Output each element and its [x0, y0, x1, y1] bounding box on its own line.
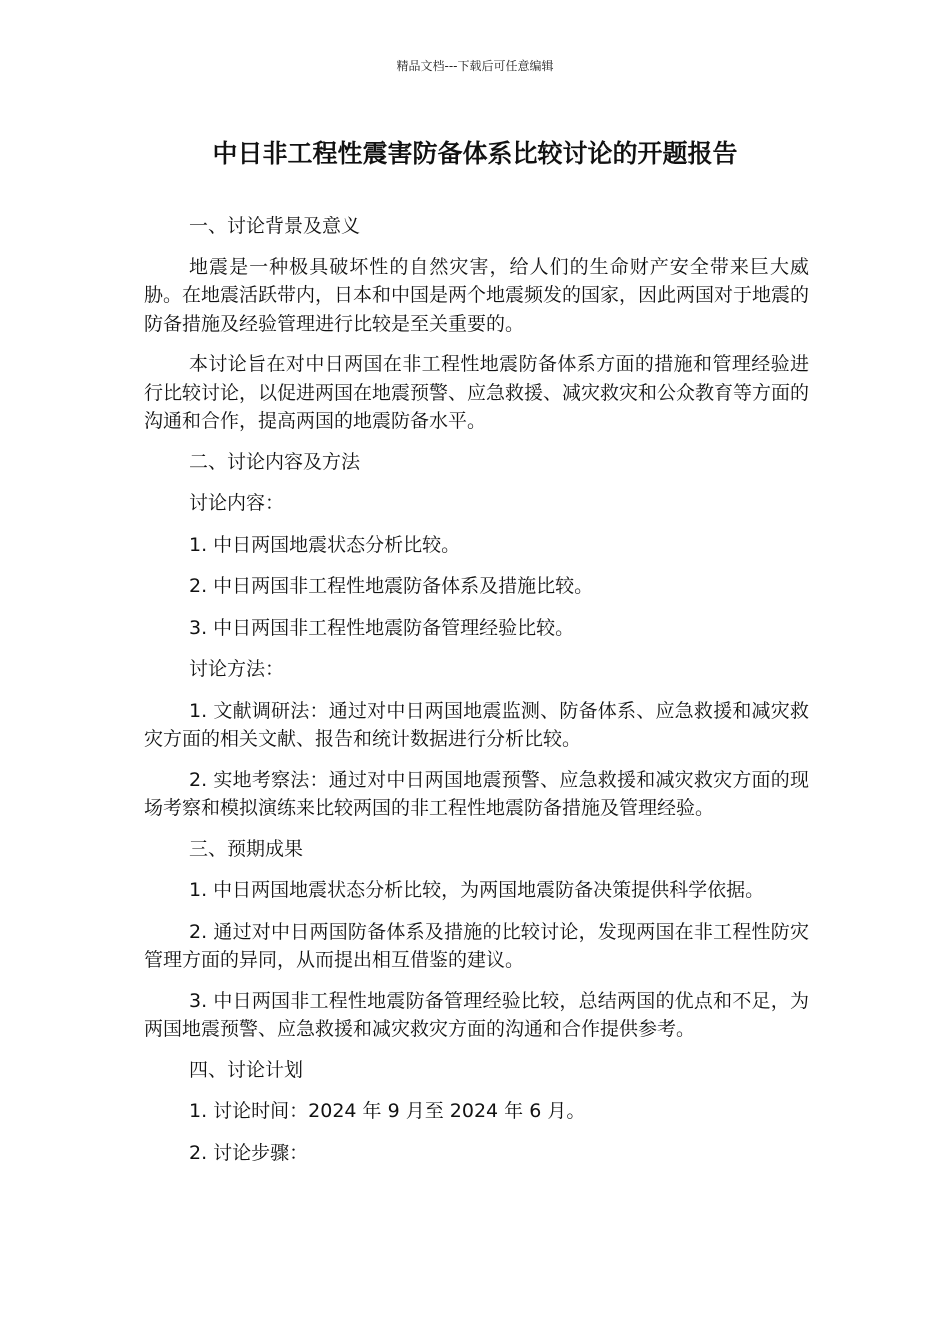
subheading-method: 讨论方法：: [189, 658, 285, 680]
list-item-result-2: 2. 通过对中日两国防备体系及措施的比较讨论，发现两国在非工程性防灾管理方面的异同，从而提出相互借鉴的建议。: [144, 920, 809, 971]
list-item-plan-steps: 2. 讨论步骤：: [189, 1141, 309, 1164]
section-heading-expected-results: 三、预期成果: [189, 837, 304, 860]
section-heading-plan: 四、讨论计划: [189, 1058, 304, 1081]
list-item-result-1: 1. 中日两国地震状态分析比较，为两国地震防备决策提供科学依据。: [189, 879, 765, 901]
list-item-content-2: 2. 中日两国非工程性地震防备体系及措施比较。: [189, 575, 594, 597]
section-heading-content-method: 二、讨论内容及方法: [189, 450, 361, 473]
list-item-result-3: 3. 中日两国非工程性地震防备管理经验比较，总结两国的优点和不足，为两国地震预警、应急救援和减灾救灾方面的沟通和合作提供参考。: [144, 989, 809, 1040]
list-item-plan-time: 1. 讨论时间：2024 年 9 月至 2024 年 6 月。: [189, 1100, 586, 1122]
list-item-content-3: 3. 中日两国非工程性地震防备管理经验比较。: [189, 616, 575, 639]
list-item-method-2: 2. 实地考察法：通过对中日两国地震预警、应急救援和减灾救灾方面的现场考察和模拟演练来比较两国的非工程性地震防备措施及管理经验。: [144, 768, 809, 819]
list-item-method-1: 1. 文献调研法：通过对中日两国地震监测、防备体系、应急救援和减灾救灾方面的相关文献、报告和统计数据进行分析比较。: [144, 699, 809, 750]
body-paragraph-earthquake-intro: 地震是一种极具破坏性的自然灾害，给人们的生命财产安全带来巨大威胁。在地震活跃带内，日本和中国是两个地震频发的国家，因此两国对于地震的防备措施及经验管理进行比较是至关重要的。: [144, 255, 810, 335]
section-heading-background: 一、讨论背景及意义: [189, 215, 361, 237]
subheading-content: 讨论内容：: [189, 492, 285, 514]
document-body: [144, 212, 809, 1167]
page-header-note: 精品文档---下载后可任意编辑: [396, 59, 554, 73]
document-title: 中日非工程性震害防备体系比较讨论的开题报告: [212, 139, 738, 168]
body-paragraph-purpose: 本讨论旨在对中日两国在非工程性地震防备体系方面的措施和管理经验进行比较讨论，以促进两国在地震预警、应急救援、减灾救灾和公众教育等方面的沟通和合作，提高两国的地震防备水平。: [144, 353, 810, 432]
list-item-content-1: 1. 中日两国地震状态分析比较。: [189, 533, 461, 556]
